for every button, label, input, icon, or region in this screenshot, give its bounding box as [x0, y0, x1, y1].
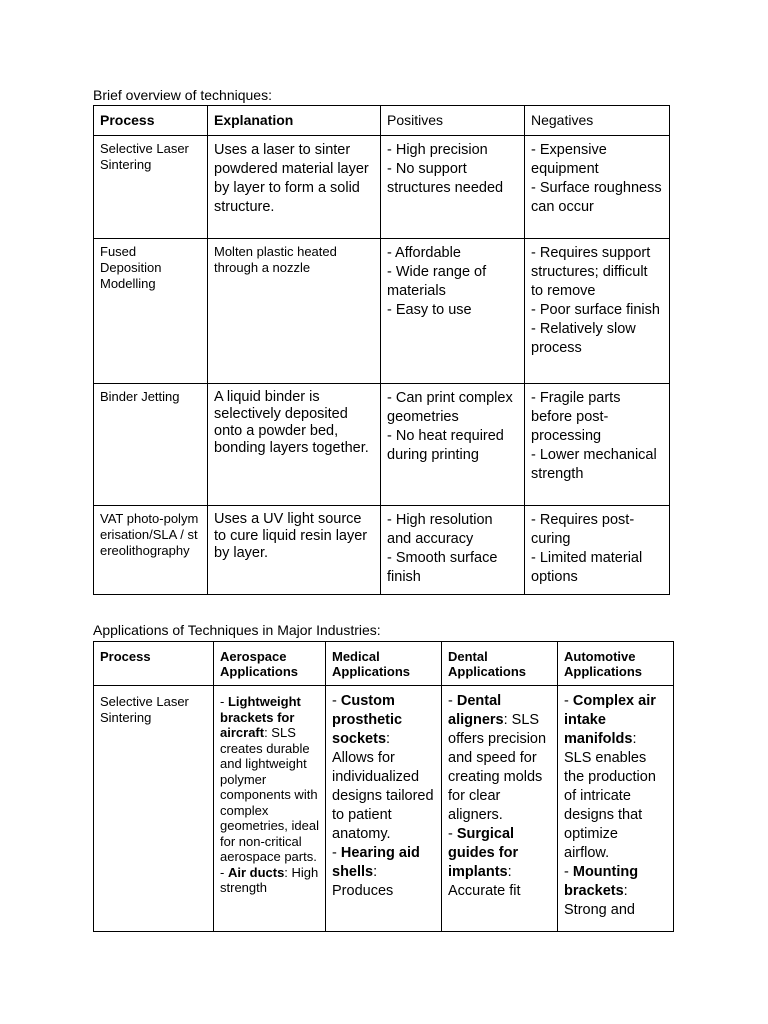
- negative-item: - Requires post-curing: [531, 512, 635, 547]
- header-medical: Medical Applications: [326, 642, 442, 686]
- application-item: - Surgical guides for implants: Accurate fit: [448, 826, 521, 899]
- application-name: Lightweight brackets for aircraft: [220, 694, 301, 740]
- dental-cell: [442, 686, 558, 932]
- industry-applications-table: [93, 641, 674, 932]
- table-row: [94, 136, 670, 239]
- application-item: - Air ducts: High strength: [220, 864, 319, 895]
- negative-item: - Lower mechanical strength: [531, 447, 657, 482]
- application-item: - Complex air intake manifolds: SLS enables the production of intricate designs that optimize airflow.: [564, 693, 656, 861]
- table-row: [94, 384, 670, 506]
- table-row: [94, 506, 670, 595]
- positive-item: - Wide range of materials: [387, 264, 487, 299]
- process-cell: Selective Laser Sintering: [94, 686, 214, 932]
- automotive-cell: [558, 686, 674, 932]
- header-negatives: Negatives: [525, 106, 670, 136]
- application-name: Hearing aid shells: [332, 845, 420, 880]
- application-name: Complex air intake manifolds: [564, 693, 656, 747]
- explanation-cell: Molten plastic heated through a nozzle: [208, 239, 381, 384]
- negative-item: - Poor surface finish: [531, 302, 660, 318]
- application-name: Mounting brackets: [564, 864, 639, 899]
- application-item: - Lightweight brackets for aircraft: SLS creates durable and lightweight polymer components with complex geometries, ideal for non-critical aerospace parts.: [220, 694, 319, 864]
- applications-caption: Applications of Techniques in Major Industries:: [93, 622, 381, 638]
- positives-cell: [381, 506, 525, 595]
- positive-item: - Affordable: [387, 245, 461, 261]
- application-item: - Dental aligners: SLS offers precision and speed for creating molds for clear aligners.: [448, 693, 547, 823]
- negatives-cell: [525, 136, 670, 239]
- overview-caption: Brief overview of techniques:: [93, 87, 272, 103]
- header-aerospace: Aerospace Applications: [214, 642, 326, 686]
- table-header-row: [94, 106, 670, 136]
- aerospace-cell: [214, 686, 326, 932]
- header-process: Process: [94, 106, 208, 136]
- positives-cell: [381, 136, 525, 239]
- negative-item: - Limited material options: [531, 550, 643, 585]
- application-name: Air ducts: [227, 864, 285, 880]
- application-name: Custom prosthetic sockets: [332, 693, 403, 747]
- table-header-row: [94, 642, 674, 686]
- table-row: [94, 239, 670, 384]
- negative-item: - Relatively slow process: [531, 321, 636, 356]
- process-cell: Fused Deposition Modelling: [94, 239, 208, 384]
- process-cell: VAT photo-polymerisation/SLA / stereolithography: [94, 506, 208, 595]
- positive-item: - Can print complex geometries: [387, 390, 513, 425]
- process-cell: Binder Jetting: [94, 384, 208, 506]
- application-item: - Hearing aid shells: Produces: [332, 845, 420, 899]
- header-positives: Positives: [381, 106, 525, 136]
- explanation-cell: Uses a UV light source to cure liquid resin layer by layer.: [208, 506, 381, 595]
- positives-cell: [381, 384, 525, 506]
- positive-item: - No support structures needed: [387, 161, 504, 196]
- process-cell: Selective Laser Sintering: [94, 136, 208, 239]
- application-item: - Mounting brackets: Strong and: [564, 864, 639, 918]
- positive-item: - Smooth surface finish: [387, 550, 498, 585]
- header-dental: Dental Applications: [442, 642, 558, 686]
- header-explanation: Explanation: [208, 106, 381, 136]
- table-row: [94, 686, 674, 932]
- header-process: Process: [94, 642, 214, 686]
- negative-item: - Expensive equipment: [531, 142, 607, 177]
- explanation-cell: A liquid binder is selectively deposited onto a powder bed, bonding layers together.: [208, 384, 381, 506]
- positive-item: - Easy to use: [387, 302, 472, 318]
- explanation-cell: Uses a laser to sinter powdered material layer by layer to form a solid structure.: [208, 136, 381, 239]
- positive-item: - No heat required during printing: [387, 428, 504, 463]
- negatives-cell: [525, 506, 670, 595]
- application-name: Surgical guides for implants: [448, 826, 519, 880]
- medical-cell: [326, 686, 442, 932]
- negatives-cell: [525, 384, 670, 506]
- positives-cell: [381, 239, 525, 384]
- header-automotive: Automotive Applications: [558, 642, 674, 686]
- techniques-overview-table: [93, 105, 670, 595]
- application-name: Dental aligners: [448, 693, 504, 728]
- positive-item: - High precision: [387, 142, 488, 158]
- negative-item: - Requires support structures; difficult to remove: [531, 245, 651, 299]
- negative-item: - Surface roughness can occur: [531, 180, 662, 215]
- application-item: - Custom prosthetic sockets: Allows for individualized designs tailored to patient anatomy.: [332, 693, 434, 842]
- positive-item: - High resolution and accuracy: [387, 512, 493, 547]
- negatives-cell: [525, 239, 670, 384]
- negative-item: - Fragile parts before post-processing: [531, 390, 621, 444]
